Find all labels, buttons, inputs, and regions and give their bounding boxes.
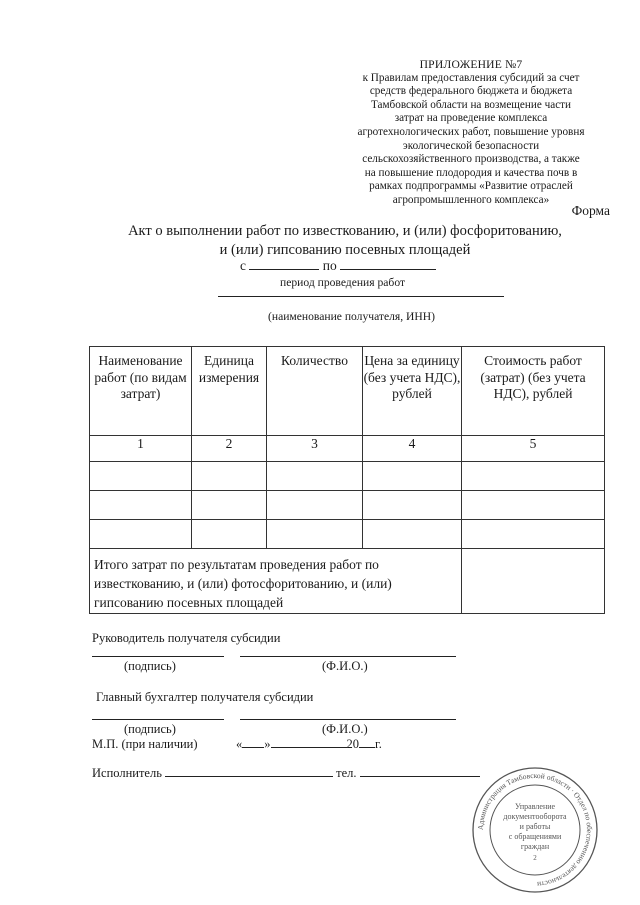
- period-to-field[interactable]: [340, 269, 436, 270]
- date-year-field[interactable]: [359, 747, 375, 748]
- stamp-line: и работы: [519, 822, 551, 831]
- works-table: [89, 346, 605, 614]
- table-cell[interactable]: [267, 462, 363, 491]
- table-cell[interactable]: [363, 491, 462, 520]
- table-row: [90, 520, 605, 549]
- table-row: [90, 462, 605, 491]
- signature-caption: (подпись): [124, 722, 176, 736]
- name-caption: (Ф.И.О.): [322, 722, 368, 736]
- total-value-cell[interactable]: [462, 549, 605, 614]
- act-title: [90, 222, 600, 260]
- table-cell[interactable]: [267, 491, 363, 520]
- column-number: 3: [267, 436, 363, 462]
- appendix-header: [340, 58, 602, 208]
- table-cell[interactable]: [363, 462, 462, 491]
- table-row: [90, 491, 605, 520]
- stamp-line: документооборота: [503, 812, 567, 821]
- date-line: [236, 737, 382, 752]
- year-prefix: 20: [346, 737, 359, 751]
- form-label: Форма: [571, 203, 610, 218]
- appendix-line: рамках подпрограммы «Развитие отраслей: [369, 180, 573, 193]
- executor-line: [92, 766, 480, 781]
- column-number: 1: [90, 436, 192, 462]
- appendix-line: затрат на проведение комплекса: [394, 112, 548, 125]
- total-row: [90, 549, 605, 614]
- header-cell: Наименование работ (по видам затрат): [90, 347, 192, 436]
- date-open-quote: «: [236, 737, 243, 751]
- name-caption: (Ф.И.О.): [322, 659, 368, 673]
- accountant-name-field[interactable]: [240, 719, 456, 720]
- act-title-line: и (или) гипсованию посевных площадей: [219, 242, 471, 258]
- period-to-label: по: [322, 258, 337, 273]
- act-title-line: Акт о выполнении работ по известкованию, и (или) фосфоритованию,: [128, 223, 562, 239]
- column-number: 4: [363, 436, 462, 462]
- header-cell: Количество: [267, 347, 363, 436]
- appendix-line: агропромышленного комплекса»: [392, 193, 550, 206]
- appendix-line: на повышение плодородия и качества почв в: [364, 166, 578, 179]
- table-cell[interactable]: [462, 491, 605, 520]
- table-cell[interactable]: [192, 491, 267, 520]
- column-number: 2: [192, 436, 267, 462]
- total-label: Итого затрат по результатам проведения работ по известкованию, и (или) фотосфоритованию, и (или) гипсованию посевных площадей: [90, 549, 462, 614]
- table-header-row: [90, 347, 605, 436]
- executor-label: Исполнитель: [92, 766, 162, 780]
- appendix-line: агротехнологических работ, повышение уровня: [357, 125, 585, 138]
- period-from-label: с: [240, 258, 246, 273]
- appendix-line: экологической безопасности: [402, 139, 540, 152]
- table-cell[interactable]: [90, 520, 192, 549]
- year-suffix: г.: [375, 737, 382, 751]
- appendix-title: ПРИЛОЖЕНИЕ №7: [419, 58, 523, 71]
- accountant-label: Главный бухгалтер получателя субсидии: [96, 690, 314, 704]
- stamp-line: Управление: [514, 802, 556, 811]
- table-cell[interactable]: [462, 520, 605, 549]
- period-from-field[interactable]: [249, 269, 319, 270]
- column-number: 5: [462, 436, 605, 462]
- date-month-field[interactable]: [271, 747, 347, 748]
- executor-field[interactable]: [165, 776, 333, 777]
- header-cell: Цена за единицу (без учета НДС), рублей: [363, 347, 462, 436]
- table-cell[interactable]: [90, 491, 192, 520]
- official-stamp: [470, 765, 600, 895]
- table-cell[interactable]: [267, 520, 363, 549]
- date-close-quote: »: [264, 737, 271, 751]
- header-cell: Единица измерения: [192, 347, 267, 436]
- head-signature-field[interactable]: [92, 656, 224, 657]
- table-cell[interactable]: [192, 462, 267, 491]
- table-cell[interactable]: [192, 520, 267, 549]
- appendix-line: к Правилам предоставления субсидий за счет: [362, 71, 580, 84]
- stamp-ring-text: Администрация Тамбовской области · Отдел по обеспечению деятельности: [475, 770, 595, 889]
- phone-field[interactable]: [360, 776, 480, 777]
- date-day-field[interactable]: [242, 747, 264, 748]
- appendix-line: Тамбовской области на возмещение части: [370, 98, 572, 111]
- table-cell[interactable]: [90, 462, 192, 491]
- appendix-line: средств федерального бюджета и бюджета: [369, 85, 573, 98]
- accountant-signature-field[interactable]: [92, 719, 224, 720]
- phone-label: тел.: [336, 766, 357, 780]
- period-caption: период проведения работ: [280, 276, 406, 289]
- mp-label: М.П. (при наличии): [92, 737, 198, 751]
- period-range: [240, 258, 436, 274]
- stamp-line: граждан: [520, 842, 550, 851]
- head-label: Руководитель получателя субсидии: [92, 631, 281, 645]
- signature-caption: (подпись): [124, 659, 176, 673]
- recipient-caption: (наименование получателя, ИНН): [268, 310, 436, 323]
- stamp-line: с обращениями: [508, 832, 562, 841]
- appendix-line: сельскохозяйственного производства, а также: [362, 153, 580, 166]
- column-number-row: [90, 436, 605, 462]
- head-name-field[interactable]: [240, 656, 456, 657]
- table-cell[interactable]: [462, 462, 605, 491]
- stamp-number: 2: [533, 854, 537, 862]
- header-cell: Стоимость работ (затрат) (без учета НДС), рублей: [462, 347, 605, 436]
- recipient-field[interactable]: [218, 296, 504, 297]
- table-cell[interactable]: [363, 520, 462, 549]
